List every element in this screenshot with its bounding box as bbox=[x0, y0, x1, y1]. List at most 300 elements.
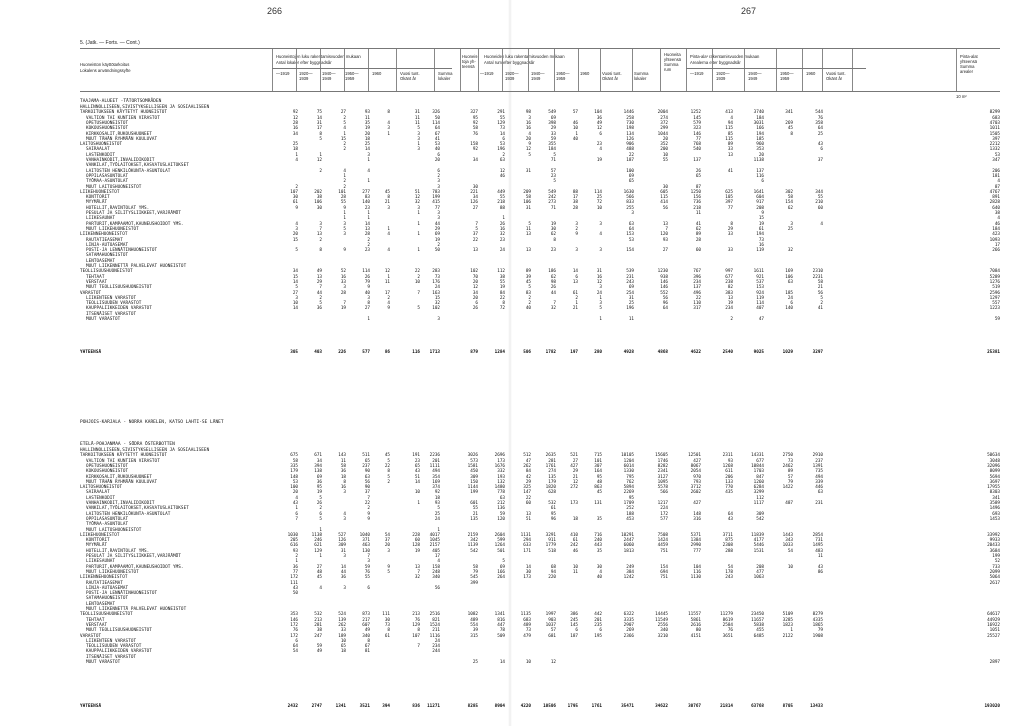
table-cell: 14 bbox=[414, 479, 420, 485]
table-cell: 244 bbox=[432, 649, 440, 655]
table-cell: 2 bbox=[387, 479, 390, 485]
table-cell: 8 bbox=[343, 479, 346, 485]
area-group-header: Pinta-ala¹ rakentamisvuoden mukaan bbox=[690, 54, 760, 59]
header-column-rule bbox=[956, 49, 957, 91]
table-cell: 8 bbox=[387, 628, 390, 634]
table-cell: 35 bbox=[596, 516, 602, 522]
table-cell: 55 bbox=[340, 200, 346, 206]
table-cell: 191 bbox=[412, 453, 420, 459]
table-cell: 358 bbox=[815, 120, 823, 126]
table-cell: 5894 bbox=[623, 485, 634, 491]
table-cell: 524 bbox=[338, 612, 346, 618]
table-cell: 3 bbox=[417, 136, 420, 142]
table-cell: 3 bbox=[343, 285, 346, 291]
total-cell: 1284 bbox=[494, 350, 505, 355]
table-cell: 185 bbox=[785, 290, 793, 296]
table-cell: 1117 bbox=[753, 501, 764, 506]
table-cell: 75 bbox=[316, 110, 322, 116]
table-cell: 16922 bbox=[987, 622, 1000, 628]
table-cell: 116 bbox=[693, 569, 701, 575]
table-cell: 6485 bbox=[753, 633, 764, 639]
header-column-rule bbox=[686, 49, 687, 91]
table-cell: 6284 bbox=[753, 485, 764, 491]
table-cell: 9 bbox=[528, 142, 531, 148]
table-cell: 274 bbox=[660, 115, 668, 121]
table-cell: 30 bbox=[550, 226, 556, 232]
table-cell: 79 bbox=[787, 479, 793, 485]
table-cell: 234 bbox=[432, 644, 440, 650]
table-cell: 4 bbox=[387, 301, 390, 307]
table-cell: 29 bbox=[727, 226, 733, 232]
table-row-label: VANHAINKODIT,INVALIDIKODIT bbox=[86, 158, 155, 163]
table-cell: 19 bbox=[340, 306, 346, 312]
table-row-label: LINJA-AUTOASEMAT bbox=[86, 242, 129, 248]
table-cell: 1082 bbox=[467, 612, 478, 618]
table-cell: 8 bbox=[387, 110, 390, 116]
table-cell: 8 bbox=[387, 469, 390, 475]
table-cell: 9933 bbox=[989, 538, 1000, 544]
table-cell: 1011 bbox=[989, 126, 1000, 132]
header-column-rule bbox=[272, 49, 273, 91]
table-cell: 1 bbox=[575, 301, 578, 307]
table-cell: 67 bbox=[364, 644, 370, 650]
table-cell: 100 bbox=[290, 485, 298, 491]
table-cell: 5 bbox=[417, 126, 420, 132]
total-cell: 1713 bbox=[429, 350, 440, 355]
table-cell: 3 bbox=[343, 585, 346, 591]
table-cell: 281 bbox=[548, 458, 556, 464]
table-cell: 112 bbox=[497, 269, 505, 275]
table-row-label: MUUT LIIKENNETTÄ PALVELEVAT HUONEISTOT bbox=[86, 264, 187, 269]
table-cell: 5 bbox=[820, 295, 823, 301]
table-cell: 166 bbox=[756, 126, 764, 132]
table-cell: 309 bbox=[338, 543, 346, 549]
table-cell: 96 bbox=[662, 301, 668, 307]
table-cell: 50 bbox=[434, 115, 440, 121]
table-cell: 11657 bbox=[751, 617, 764, 623]
table-cell: 6060 bbox=[623, 543, 634, 549]
table-cell: 114 bbox=[756, 301, 764, 307]
year-column-header: —1919 bbox=[480, 71, 494, 76]
table-cell: 751 bbox=[660, 548, 668, 554]
table-cell: 309 bbox=[470, 474, 478, 480]
table-cell: 1 bbox=[343, 211, 346, 216]
table-cell: 3 bbox=[387, 205, 390, 211]
table-cell: 532 bbox=[548, 501, 556, 506]
table-cell: 8 bbox=[319, 248, 322, 254]
table-cell: 242 bbox=[548, 195, 556, 201]
table-cell: 4 bbox=[387, 248, 390, 254]
table-cell: 63 bbox=[499, 495, 505, 501]
table-cell: 29 bbox=[316, 279, 322, 285]
table-cell: 6 bbox=[437, 168, 440, 174]
table-cell: 12 bbox=[550, 660, 556, 665]
table-cell: 187 bbox=[626, 158, 634, 163]
table-cell: 554 bbox=[470, 622, 478, 628]
table-row-label: POSTI-JA LENNÄTINHUONEISTOT bbox=[86, 248, 158, 254]
table-cell: 442 bbox=[594, 612, 602, 618]
total-cell: 35471 bbox=[621, 704, 634, 709]
table-cell: 31 bbox=[596, 269, 602, 275]
table-row-label: VANKILAT,TYÖLAITOKSET,KASVATUSLAITOKSET bbox=[86, 506, 189, 512]
table-cell: 255 bbox=[626, 205, 634, 211]
table-cell: 5 bbox=[319, 301, 322, 307]
table-cell: 489 bbox=[470, 617, 478, 623]
table-cell: 27 bbox=[472, 205, 478, 211]
table-cell: 1045 bbox=[429, 538, 440, 544]
table-cell: 81 bbox=[364, 649, 370, 655]
table-cell: 51 bbox=[414, 189, 420, 195]
table-row-label: TEOLLISUUSHUONEISTOT bbox=[80, 269, 133, 275]
table-cell: 146 bbox=[660, 285, 668, 291]
total-cell: 4622 bbox=[690, 350, 701, 355]
table-cell: 1095 bbox=[657, 479, 668, 485]
table-cell: 64 bbox=[292, 644, 298, 650]
table-cell: 566 bbox=[660, 490, 668, 496]
table-cell: 2516 bbox=[429, 612, 440, 618]
table-cell: 61 bbox=[572, 290, 578, 296]
table-cell: 55 bbox=[499, 195, 505, 201]
table-cell: 31 bbox=[414, 110, 420, 116]
table-cell: 116 bbox=[756, 173, 764, 179]
table-cell: 2 bbox=[367, 237, 370, 243]
table-cell: 95 bbox=[628, 495, 634, 501]
table-cell: 2308 bbox=[722, 543, 733, 549]
table-cell: 37 bbox=[817, 158, 823, 163]
section-title: ETELÄ-POHJANMAA - SÖDRA ÖSTERBOTTEN bbox=[80, 442, 175, 447]
table-cell: 8 bbox=[502, 301, 505, 307]
table-cell: 18 bbox=[572, 516, 578, 522]
table-cell: 36 bbox=[596, 115, 602, 121]
table-cell: 14 bbox=[364, 221, 370, 227]
table-cell: 27 bbox=[292, 290, 298, 296]
table-cell: 9 bbox=[295, 205, 298, 211]
table-row-label: TEOLLISUUSHUONEISTOT bbox=[80, 612, 133, 618]
table-cell: 27 bbox=[340, 110, 346, 116]
table-cell: 5289 bbox=[989, 274, 1000, 280]
table-cell: 483 bbox=[815, 548, 823, 554]
table-cell: 4 bbox=[528, 131, 531, 137]
table-cell: 84 bbox=[499, 290, 505, 296]
table-cell: 221 bbox=[470, 189, 478, 195]
table-cell: 8 bbox=[367, 638, 370, 644]
table-cell: 69 bbox=[628, 173, 634, 179]
table-cell: 59 bbox=[316, 644, 322, 650]
table-row-label: KOKOUSHUONEISTOT bbox=[86, 126, 129, 132]
table-cell: 2 bbox=[295, 184, 298, 190]
table-cell: 5861 bbox=[690, 617, 701, 623]
table-cell: 145 bbox=[570, 622, 578, 628]
table-cell: 14 bbox=[292, 306, 298, 312]
table-cell: 8067 bbox=[690, 463, 701, 469]
table-cell: 64617 bbox=[987, 612, 1000, 618]
header-column-rule bbox=[296, 49, 297, 91]
table-cell: 11 bbox=[364, 115, 370, 121]
table-row-label: LIIKENNEHUONEISTOT bbox=[80, 232, 128, 238]
table-cell: 3 bbox=[367, 559, 370, 565]
table-cell: 16 bbox=[340, 274, 346, 280]
table-cell: 63 bbox=[817, 490, 823, 496]
table-cell: 1135 bbox=[520, 612, 531, 618]
table-cell: 50634 bbox=[987, 453, 1000, 459]
table-cell: 4767 bbox=[989, 189, 1000, 195]
total-cell: 1782 bbox=[545, 350, 556, 355]
table-cell: 6 bbox=[295, 511, 298, 517]
table-cell: 62 bbox=[550, 274, 556, 280]
area-total-header: arealer bbox=[960, 69, 974, 74]
table-cell: 3 bbox=[367, 152, 370, 158]
table-cell: 384 bbox=[626, 569, 634, 575]
table-cell: 136 bbox=[497, 506, 505, 512]
table-cell: 10105 bbox=[621, 453, 634, 459]
table-cell: 28 bbox=[340, 195, 346, 201]
table-cell: 36 bbox=[292, 564, 298, 570]
table-cell: 1 bbox=[417, 232, 420, 238]
table-cell: 21 bbox=[572, 306, 578, 312]
table-cell: 70 bbox=[472, 274, 478, 280]
table-cell: 6 bbox=[295, 638, 298, 644]
table-cell: 20 bbox=[384, 543, 390, 549]
table-cell: 92 bbox=[434, 490, 440, 496]
table-cell: 153 bbox=[626, 232, 634, 238]
table-cell: 371 bbox=[362, 538, 370, 544]
table-cell: 1908 bbox=[812, 633, 823, 639]
table-cell: 3 bbox=[343, 490, 346, 496]
table-cell: 10 bbox=[662, 152, 668, 158]
section-title: POHJOIS-KARJALA - NORRA KARELEN, KATSO LAHTI-SE LÄNET bbox=[80, 420, 224, 425]
table-cell: 2602 bbox=[690, 490, 701, 496]
table-cell: 18 bbox=[434, 495, 440, 501]
table-cell: 73 bbox=[525, 628, 531, 634]
table-cell: 30 bbox=[662, 184, 668, 190]
table-cell: 10 bbox=[414, 490, 420, 496]
table-cell: 30 bbox=[316, 205, 322, 211]
table-cell: 3 bbox=[437, 317, 440, 322]
table-cell: 198 bbox=[626, 126, 634, 132]
total-cell: 3297 bbox=[812, 350, 823, 355]
table-cell: 93 bbox=[434, 501, 440, 506]
table-cell: 2556 bbox=[657, 622, 668, 628]
table-cell: 903 bbox=[548, 617, 556, 623]
table-cell: 33 bbox=[727, 248, 733, 254]
table-cell: 353 bbox=[290, 612, 298, 618]
table-cell: 283 bbox=[432, 269, 440, 275]
table-cell: 1268 bbox=[722, 463, 733, 469]
total-cell: 13433 bbox=[810, 704, 823, 709]
table-cell: 1505 bbox=[989, 131, 1000, 137]
table-cell: 7 bbox=[367, 495, 370, 501]
table-cell: 1332 bbox=[989, 147, 1000, 153]
table-cell: 1495 bbox=[812, 543, 823, 549]
table-cell: 6 bbox=[437, 152, 440, 158]
table-cell: 1330 bbox=[623, 469, 634, 475]
table-cell: 4017 bbox=[429, 532, 440, 538]
table-cell: 206 bbox=[725, 474, 733, 480]
table-cell: 566 bbox=[626, 195, 634, 201]
table-cell: 218 bbox=[497, 200, 505, 206]
table-cell: 307 bbox=[594, 463, 602, 469]
table-cell: 30 bbox=[292, 195, 298, 201]
table-cell: 2122 bbox=[782, 633, 793, 639]
table-cell: 28 bbox=[292, 120, 298, 126]
table-cell: 539 bbox=[626, 269, 634, 275]
table-cell: 762 bbox=[626, 479, 634, 485]
table-cell: 10 bbox=[525, 660, 531, 665]
table-cell: 5 bbox=[295, 285, 298, 291]
table-cell: 512 bbox=[523, 453, 531, 459]
table-cell: 4151 bbox=[690, 633, 701, 639]
table-row-label: LASTENKODIT bbox=[86, 495, 116, 501]
table-cell: 4 bbox=[343, 168, 346, 174]
table-cell: 557 bbox=[992, 301, 1000, 307]
table-cell: 15 bbox=[758, 216, 764, 222]
table-cell: 427 bbox=[693, 501, 701, 506]
table-cell: 2269 bbox=[623, 490, 634, 496]
table-cell: 36 bbox=[316, 479, 322, 485]
table-cell: 45 bbox=[787, 126, 793, 132]
table-cell: 5 bbox=[437, 506, 440, 512]
table-cell: 105 bbox=[725, 195, 733, 201]
table-cell: 62 bbox=[787, 205, 793, 211]
table-cell: 1 bbox=[319, 527, 322, 533]
table-row-label: ITSENÄISET VARASTOT bbox=[86, 654, 137, 660]
table-cell: 911 bbox=[548, 538, 556, 544]
table-cell: 1138 bbox=[753, 158, 764, 163]
table-cell: 2 bbox=[319, 295, 322, 301]
table-cell: 55 bbox=[499, 115, 505, 121]
table-cell: 69 bbox=[550, 115, 556, 121]
table-cell: 19 bbox=[758, 221, 764, 227]
table-cell: 21 bbox=[572, 474, 578, 480]
table-cell: 16 bbox=[758, 242, 764, 248]
table-cell: 208 bbox=[756, 205, 764, 211]
table-cell: 158 bbox=[432, 564, 440, 570]
table-cell: 1 bbox=[343, 173, 346, 179]
table-cell: 281 bbox=[314, 622, 322, 628]
table-cell: 9 bbox=[367, 516, 370, 522]
table-cell: 783 bbox=[432, 189, 440, 195]
table-cell: 173 bbox=[497, 458, 505, 464]
table-row-label: VARASTOT bbox=[80, 633, 102, 639]
total-cell: 8285 bbox=[467, 704, 478, 709]
table-cell: 2231 bbox=[812, 274, 823, 280]
table-cell: 44 bbox=[316, 290, 322, 296]
table-cell: 7 bbox=[319, 285, 322, 291]
table-cell: 7 bbox=[319, 226, 322, 232]
table-cell: 126 bbox=[626, 136, 634, 142]
table-cell: 435 bbox=[725, 490, 733, 496]
table-cell: 327 bbox=[470, 110, 478, 116]
table-cell: 730 bbox=[626, 120, 634, 126]
table-cell: 6 bbox=[319, 511, 322, 517]
table-cell: 58 bbox=[787, 195, 793, 201]
table-cell: 4 bbox=[295, 158, 298, 163]
table-cell: 19 bbox=[316, 490, 322, 496]
total-cell: 25381 bbox=[987, 350, 1000, 355]
table-cell: 39 bbox=[472, 628, 478, 634]
table-cell: 6322 bbox=[623, 612, 634, 618]
table-row-label: LAITOSTEN HENKILÖKUNTA-ASUNTOLAT bbox=[86, 168, 171, 174]
table-row-label: LIIKENTEEN VARASTOT bbox=[86, 295, 137, 301]
table-cell: 62 bbox=[550, 232, 556, 238]
table-cell: 398 bbox=[548, 120, 556, 126]
table-cell: 4177 bbox=[753, 538, 764, 544]
table-cell: 28 bbox=[340, 290, 346, 296]
table-cell: 169 bbox=[432, 479, 440, 485]
table-cell: 519 bbox=[992, 285, 1000, 291]
header-column-rule bbox=[320, 49, 321, 91]
table-cell: 45 bbox=[384, 189, 390, 195]
table-row-label: MUUT TEOLLISUUSHUONEISTOT bbox=[86, 628, 152, 634]
table-cell: 1 bbox=[417, 142, 420, 148]
table-cell: 90 bbox=[364, 485, 370, 491]
table-cell: 23 bbox=[499, 237, 505, 243]
table-cell: 49 bbox=[364, 628, 370, 634]
table-cell: 601 bbox=[470, 501, 478, 506]
table-cell: 518 bbox=[548, 548, 556, 554]
table-cell: 1 bbox=[295, 152, 298, 158]
rooms-total-header: Huoneita bbox=[664, 52, 681, 57]
table-cell: 68 bbox=[550, 564, 556, 570]
table-cell: 335 bbox=[290, 463, 298, 469]
table-cell: 3 bbox=[631, 211, 634, 216]
table-cell: 1 bbox=[387, 274, 390, 280]
table-cell: 140 bbox=[785, 306, 793, 312]
table-cell: 76 bbox=[472, 131, 478, 137]
year-column-header: —1919 bbox=[276, 71, 290, 76]
table-cell: 112 bbox=[756, 495, 764, 501]
table-row-label: TARKOITUKSEEN KÄYTETYT HUONEISTOT bbox=[80, 453, 168, 459]
table-cell: 1446 bbox=[623, 110, 634, 116]
table-cell: 2 bbox=[343, 142, 346, 148]
table-cell: 3 bbox=[343, 221, 346, 227]
table-cell: 1 bbox=[319, 554, 322, 559]
room-count-group-header: Antal lokaler efter byggnadsår bbox=[276, 60, 332, 65]
table-cell: 1 bbox=[387, 131, 390, 137]
area-total-header: yhteensä bbox=[960, 59, 977, 64]
table-cell: 6 bbox=[599, 131, 602, 137]
table-cell: 731 bbox=[815, 538, 823, 544]
table-cell: 93 bbox=[662, 237, 668, 243]
table-row-label: VARASTOT bbox=[80, 290, 102, 296]
table-cell: 6 bbox=[599, 628, 602, 634]
table-cell: 98 bbox=[550, 279, 556, 285]
table-cell: 10 bbox=[596, 205, 602, 211]
table-cell: 64 bbox=[628, 226, 634, 232]
table-cell: 49 bbox=[596, 120, 602, 126]
table-cell: 19 bbox=[727, 301, 733, 307]
table-cell: 816 bbox=[497, 617, 505, 623]
year-column-header: —1919 bbox=[690, 71, 704, 76]
table-row-label: LENTOASEMAT bbox=[86, 258, 116, 264]
table-cell: 1260 bbox=[753, 479, 764, 485]
table-row-label: LIIKEHUONEISTOT bbox=[80, 532, 120, 538]
table-cell: 46 bbox=[499, 173, 505, 179]
table-cell: 14 bbox=[364, 147, 370, 153]
table-row-label: KONTTORIT bbox=[86, 538, 110, 544]
table-cell: 37 bbox=[472, 232, 478, 238]
table-cell: 179 bbox=[548, 479, 556, 485]
table-cell: 7 bbox=[553, 301, 556, 307]
table-cell: 7 bbox=[295, 516, 298, 522]
table-row-label: LIIKEHUONEISTOT bbox=[80, 189, 120, 195]
table-cell: 793 bbox=[693, 479, 701, 485]
table-cell: 4 bbox=[319, 585, 322, 591]
table-cell: 98 bbox=[525, 110, 531, 116]
table-cell: 532 bbox=[314, 612, 322, 618]
table-cell: 76 bbox=[414, 617, 420, 623]
table-cell: 34 bbox=[472, 195, 478, 201]
